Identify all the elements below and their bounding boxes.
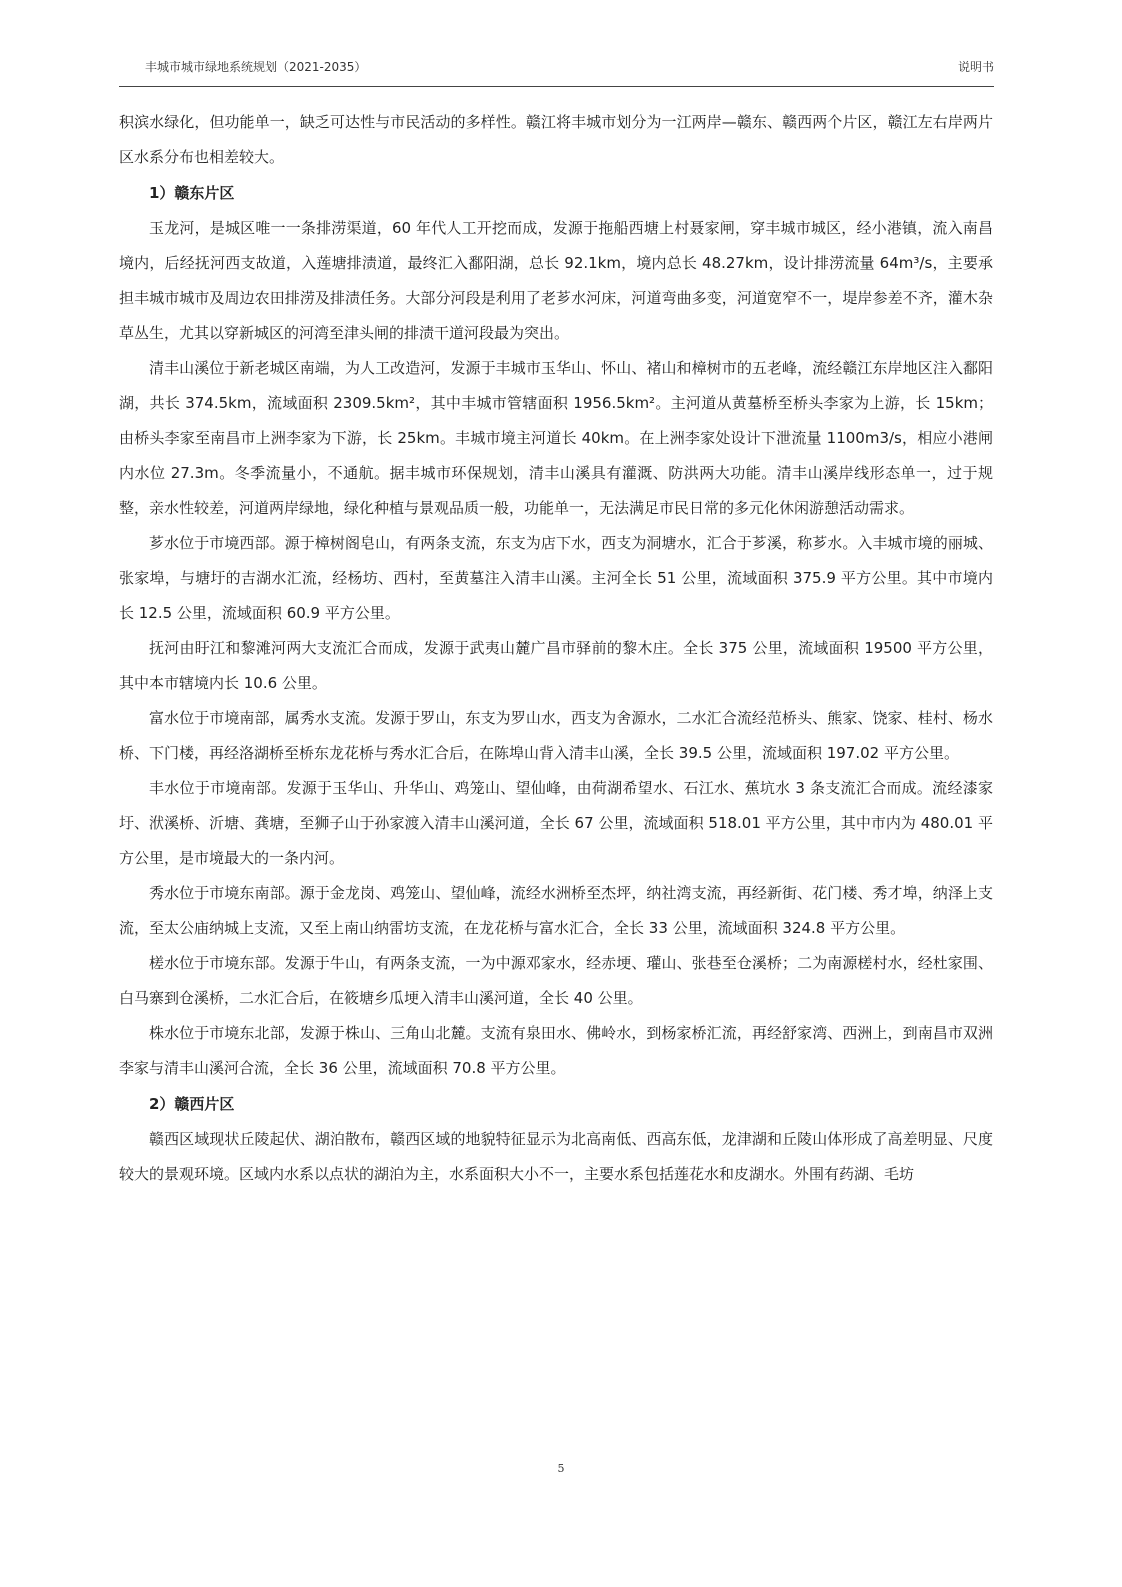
section-heading-gandong: 1）赣东片区 bbox=[149, 184, 235, 202]
paragraph-fu-river: 抚河由盱江和黎滩河两大支流汇合而成，发源于武夷山麓广昌市驿前的黎木庄。全长 375 公里，流域面积 19500 平方公里，其中本市辖境内长 10.6 公里。 bbox=[119, 639, 993, 692]
page-number: 5 bbox=[557, 1462, 565, 1475]
paragraph-fengshui-river: 丰水位于市境南部。发源于玉华山、升华山、鸡笼山、望仙峰，由荷湖希望水、石江水、蕉坑水 3 条支流汇合而成。流经漆家圩、洑溪桥、沂塘、龚塘，至狮子山于孙家渡入清丰山溪河道，全长 67 公里，流域面积 518.01 平方公里，其中市内为 480.01 平方公里，是市境最大的一条内河。 bbox=[119, 779, 993, 867]
header-divider bbox=[119, 86, 994, 87]
paragraph-xiang-river: 芗水位于市境西部。源于樟树阁皂山，有两条支流，东支为店下水，西支为洞塘水，汇合于芗溪，称芗水。入丰城市境的丽城、张家埠，与塘圩的吉湖水汇流，经杨坊、西村，至黄墓注入清丰山溪。主河全长 51 公里，流域面积 375.9 平方公里。其中市境内长 12.5 公里，流域面积 60.9 平方公里。 bbox=[119, 534, 993, 622]
paragraph-zhushui-river: 株水位于市境东北部，发源于株山、三角山北麓。支流有泉田水、佛岭水，到杨家桥汇流，再经舒家湾、西洲上，到南昌市双洲李家与清丰山溪河合流，全长 36 公里，流域面积 70.8 平方公里。 bbox=[119, 1024, 993, 1077]
paragraph-qingfengshan-creek: 清丰山溪位于新老城区南端，为人工改造河，发源于丰城市玉华山、怀山、褚山和樟树市的五老峰，流经赣江东岸地区注入鄱阳湖，共长 374.5km，流域面积 2309.5km²，其中丰城市管辖面积 1956.5km²。主河道从黄墓桥至桥头李家为上游，长 15km；由桥头李家至南昌市上洲李家为下游，长 25km。丰城市境主河道长 40km。在上洲李家处设计下泄流量 1100m3/s，相应小港闸内水位 27.3m。冬季流量小，不通航。据丰城市环保规划，清丰山溪具有灌溉、防洪两大功能。清丰山溪岸线形态单一，过于规整，亲水性较差，河道两岸绿地，绿化种植与景观品质一般，功能单一，无法满足市民日常的多元化休闲游憩活动需求。 bbox=[119, 359, 993, 517]
body-text bbox=[119, 105, 993, 1192]
paragraph-fushui-river: 富水位于市境南部，属秀水支流。发源于罗山，东支为罗山水，西支为舍源水，二水汇合流经范桥头、熊家、饶家、桂村、杨水桥、下门楼，再经洛湖桥至桥东龙花桥与秀水汇合后，在陈埠山背入清丰山溪，全长 39.5 公里，流域面积 197.02 平方公里。 bbox=[119, 709, 993, 762]
paragraph-xiushui-river: 秀水位于市境东南部。源于金龙岗、鸡笼山、望仙峰，流经水洲桥至杰坪，纳社湾支流，再经新街、花门楼、秀才埠，纳泽上支流，至太公庙纳城上支流，又至上南山纳雷坊支流，在龙花桥与富水汇合，全长 33 公里，流域面积 324.8 平方公里。 bbox=[119, 884, 993, 937]
paragraph-chashui-river: 槎水位于市境东部。发源于牛山，有两条支流，一为中源邓家水，经赤埂、瓘山、张巷至仓溪桥；二为南源槎村水，经杜家围、白马寨到仓溪桥，二水汇合后，在筱塘乡瓜埂入清丰山溪河道，全长 40 公里。 bbox=[119, 954, 993, 1007]
paragraph-yulong-river: 玉龙河，是城区唯一一条排涝渠道，60 年代人工开挖而成，发源于拖船西塘上村聂家闸，穿丰城市城区，经小港镇，流入南昌境内，后经抚河西支故道，入莲塘排渍道，最终汇入鄱阳湖，总长 92.1km，境内总长 48.27km，设计排涝流量 64m³/s，主要承担丰城市城市及周边农田排涝及排渍任务。大部分河段是利用了老芗水河床，河道弯曲多变，河道宽窄不一，堤岸参差不齐，灌木杂草丛生，尤其以穿新城区的河湾至津头闸的排渍干道河段最为突出。 bbox=[119, 219, 993, 342]
page-header bbox=[119, 58, 994, 80]
section-heading-ganxi: 2）赣西片区 bbox=[149, 1095, 235, 1113]
document-type-label: 说明书 bbox=[957, 60, 994, 74]
paragraph-ganxi-region: 赣西区域现状丘陵起伏、湖泊散布，赣西区域的地貌特征显示为北高南低、西高东低，龙津湖和丘陵山体形成了高差明显、尺度较大的景观环境。区域内水系以点状的湖泊为主，水系面积大小不一，主要水系包括莲花水和皮湖水。外围有药湖、毛坊 bbox=[119, 1130, 993, 1183]
paragraph-continuation: 积滨水绿化，但功能单一，缺乏可达性与市民活动的多样性。赣江将丰城市划分为一江两岸—赣东、赣西两个片区，赣江左右岸两片区水系分布也相差较大。 bbox=[119, 113, 993, 166]
document-title: 丰城市城市绿地系统规划（2021-2035） bbox=[145, 60, 367, 74]
